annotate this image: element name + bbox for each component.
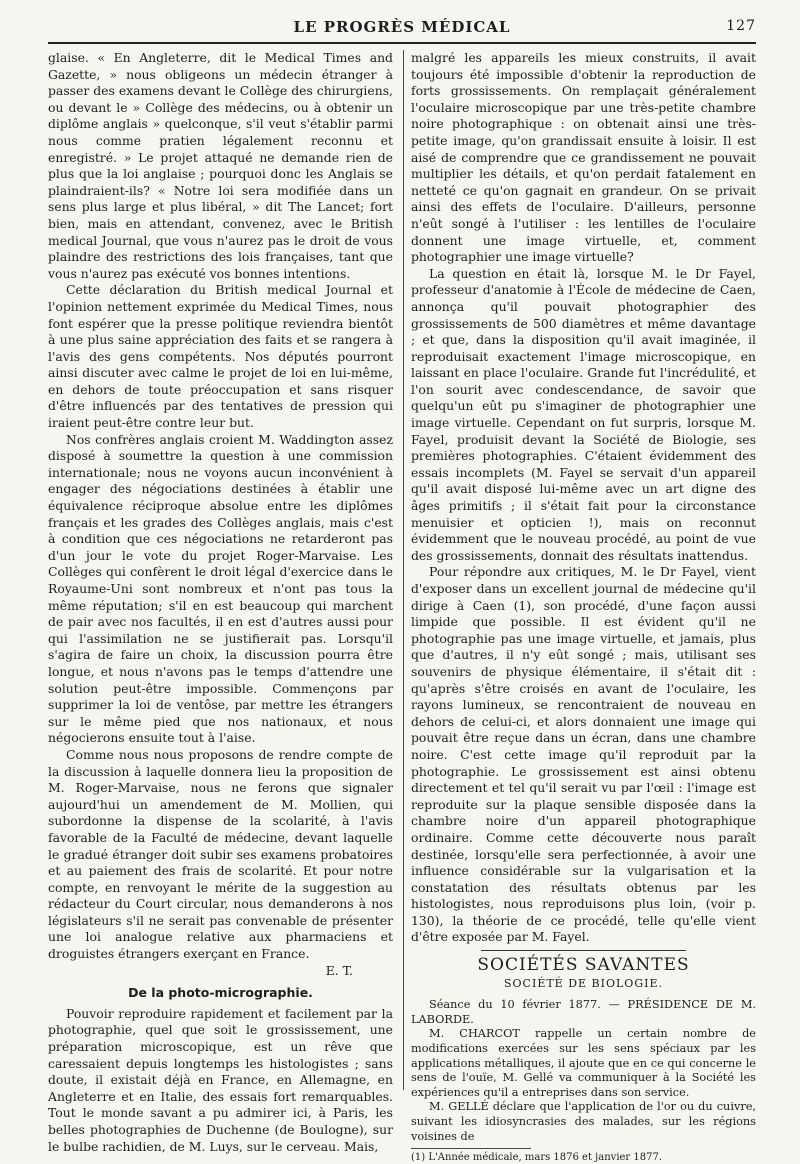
left-column (48, 50, 393, 1154)
left-paragraph-5: Pouvoir reproduire rapidement et facilement par la photographie, quel que soit le grossissement, une préparation microscopique, est un rêve que caressaient depuis longtemps les histologistes ; sans doute, il existait déjà en France, en Allemagne, en Angleterre et en Italie, des essais fort remarquables. Tout le monde savant a pu admirer ici, à Paris, les belles photographies de Duchenne (de Boulogne), sur le bulbe rachidien, de M. Luys, sur le cerveau. Mais, (48, 1005, 393, 1154)
journal-title: LE PROGRÈS MÉDICAL (293, 18, 511, 36)
right-column (411, 50, 756, 1164)
footnote: (1) L'Année médicale, mars 1876 et janvier 1877. (411, 1152, 663, 1164)
right-paragraph-4: M. CHARCOT rappelle un certain nombre de modifications exercées sur les sens spéciaux par les applications métalliques, il ajoute que en ce qui concerne le sens de l'ouïe, M. Gellé va communiquer à la Société les expériences qu'il a entreprises dans son service. (411, 1027, 756, 1099)
running-header (48, 18, 756, 40)
right-paragraph-3: Pour répondre aux critiques, M. le Dr Fayel, vient d'exposer dans un excellent journal de médecine qu'il dirige à Caen (1), son procédé, d'une façon aussi limpide que possible. Il est évident qu'il ne photographie pas une image virtuelle, et jamais, plus que d'autres, il n'y eût songé ; mais, utilisant ses souvenirs de physique élémentaire, il s'était dit : qu'après s'être croisés en avant de l'oculaire, les rayons lumineux, se rencontraient de nouveau en dehors de celui-ci, et alors donnaient une image qui pouvait être reçue dans un écran, dans une chambre noire. C'est cette image qu'il reproduit par la photographie. Le grossissement est ainsi obtenu directement et tel qu'il serait vu par l'œil : l'image est reproduite sur la plaque sensible disposée dans la chambre noire d'un appareil photographique ordinaire. Comme cette découverte nous paraît destinée, lorsqu'elle sera perfectionnée, à avoir une influence considérable sur la vulgarisation et la constatation des résultats obtenus par les histologistes, nous reproduisons plus loin, (voir p. 130), la théorie de ce procédé, telle qu'elle vient d'être exposée par M. Fayel. (411, 564, 756, 945)
seance-line: Séance du 10 février 1877. — PRÉSIDENCE DE M. LABORDE. (411, 998, 756, 1026)
footnote-rule (411, 1148, 531, 1149)
right-paragraph-5: M. GELLÉ déclare que l'application de l'or ou du cuivre, suivant les idiosyncrasies des malades, sur les régions voisines de (411, 1100, 756, 1143)
header-rule (48, 42, 756, 44)
signature: E. T. (325, 962, 353, 978)
page-number: 127 (726, 18, 756, 34)
societe-name: SOCIÉTÉ DE BIOLOGIE. (504, 976, 663, 990)
left-paragraph-4: Comme nous nous proposons de rendre compte de la discussion à laquelle donnera lieu la proposition de M. Roger-Marvaise, nous ne ferons que signaler aujourd'hui un amendement de M. Mollien, qui subordonne la dispense de la scolarité, à l'avis favorable de la Faculté de médecine, devant laquelle le gradué étranger doit subir ses examens probatoires et au paiement des frais de scolarité. Et pour notre compte, en renvoyant le mérite de la suggestion au rédacteur du Court circular, nous demanderons à nos législateurs s'il ne serait pas convenable de présenter une loi analogue relative aux pharmaciens et droguistes étrangers exerçant en France. (48, 746, 393, 962)
right-paragraph-1: malgré les appareils les mieux construits, il avait toujours été impossible d'obtenir la reproduction de forts grossissements. On remplaçait généralement l'oculaire microscopique par une très-petite chambre noire photographique : on obtenait ainsi une très-petite image, qu'on grandissait ensuite à loisir. Il est aisé de comprendre que ce grandissement ne pouvait multiplier les détails, et qu'on perdait fatalement en netteté ce qu'on gagnait en grandeur. On se privait ainsi des effets de l'oculaire. D'ailleurs, personne n'eût songé à l'utiliser : les lentilles de l'oculaire donnent une image virtuelle, et, comment photographier une image virtuelle? (411, 50, 756, 265)
left-paragraph-1: glaise. « En Angleterre, dit le Medical Times and Gazette, » nous obligeons un médecin étranger à passer des examens devant le Collège des chirurgiens, ou devant le » Collège des médecins, ou à obtenir un diplôme anglais » quelconque, s'il veut s'établir parmi nous comme pratien légalement reconnu et enregistré. » Le projet attaqué ne demande rien de plus que la loi anglaise ; pourquoi donc les Anglais se plaindraient-ils? « Notre loi sera modifiée dans un sens plus large et plus libéral, » dit The Lancet; fort bien, mais en attendant, convenez, avec le British medical Journal, que vous n'aurez pas le droit de vous plaindre des restrictions des lois françaises, tant que vous n'aurez pas exécuté vos bonnes intentions. (48, 50, 393, 281)
left-paragraph-2: Cette déclaration du British medical Journal et l'opinion nettement exprimée du Medical Times, nous font espérer que la presse politique reviendra bientôt à une plus saine appréciation des faits et se rangera à l'avis des gens compétents. Nos députés pourront ainsi discuter avec calme le projet de loi en lui-même, en dehors de toute préoccupation et sans risquer d'être influencés par des tentatives de pression qui iraient peut-être contre leur but. (48, 282, 393, 431)
section-title: De la photo-micrographie. (128, 985, 313, 1001)
column-divider (403, 50, 404, 1090)
two-column-body (48, 50, 756, 1164)
right-paragraph-2: La question en était là, lorsque M. le Dr Fayel, professeur d'anatomie à l'École de médecine de Caen, annonça qu'il pouvait photographier des grossissements de 500 diamètres et même davantage ; et que, dans la disposition qu'il avait imaginée, il reproduisait exactement l'image microscopique, en laissant en place l'oculaire. Grande fut l'incrédulité, et l'on sourit avec condescendance, de savoir que quelqu'un eût pu s'imaginer de photographier une image virtuelle. Cependant on fut surpris, lorsque M. Fayel, produisit devant la Société de Biologie, ses premières photographies. C'étaient évidemment des essais incomplets (M. Fayel se servait d'un appareil qu'il avait disposé lui-même avec un art digne des âges primitifs ; il s'était fait pour la circonstance menuisier et opticien !), mais on reconnut évidemment que le nouveau procédé, au point de vue des grossissements, donnait des résultats inattendus. (411, 265, 756, 563)
section-separator (481, 950, 686, 951)
signature-line (48, 963, 393, 980)
societes-heading: SOCIÉTÉS SAVANTES (477, 955, 690, 976)
left-paragraph-3: Nos confrères anglais croient M. Waddington assez disposé à soumettre la question à une commission internationale; nous ne voyons aucun inconvénient à engager des négociations destinées à établir une équivalence réciproque absolue entre les diplômes français et les grades des Collèges anglais, mais c'est à condition que ces négociations ne retarderont pas d'un jour le vote du projet Roger-Marvaise. Les Collèges qui confèrent le droit légal d'exercice dans le Royaume-Uni sont nombreux et n'ont pas tous la même réputation; s'il en est beaucoup qui marchent de pair avec nos facultés, il en est d'autres aussi pour qui l'assimilation ne se justifierait pas. Lorsqu'il s'agira de faire un choix, la discussion pourra être longue, et nous n'avons pas le temps d'attendre une solution peut-être impossible. Commençons par supprimer la loi de ventôse, par mettre les étrangers sur le même pied que nos nationaux, et nous négocierons ensuite tout à l'aise. (48, 431, 393, 746)
